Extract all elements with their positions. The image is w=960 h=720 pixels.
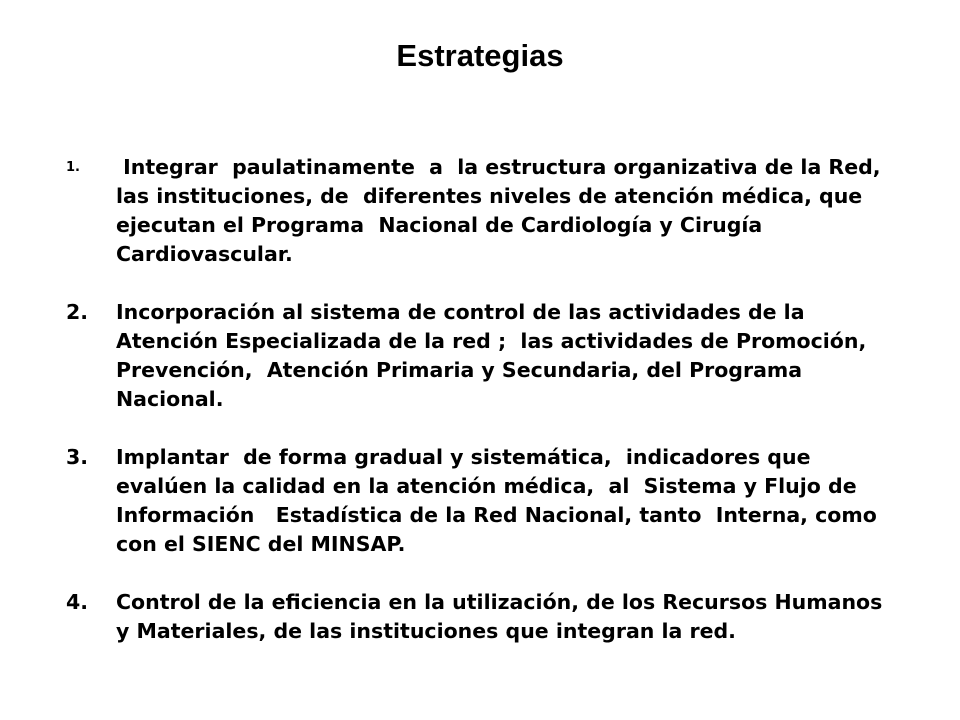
strategy-text-line: Atención Especializada de la red ; las actividades de Promoción, [116, 329, 867, 353]
strategy-text-line: evalúen la calidad en la atención médica, al Sistema y Flujo de [116, 474, 857, 498]
strategy-item-4 [66, 588, 926, 646]
strategy-text-line: Integrar paulatinamente a la estructura organizativa de la Red, [116, 155, 881, 179]
strategy-text-line: las instituciones, de diferentes niveles de atención médica, que [116, 184, 863, 208]
strategy-item-1 [66, 153, 926, 269]
slide-title: Estrategias [396, 38, 564, 73]
strategy-text-line: Nacional. [116, 387, 224, 411]
strategy-number: 2. [66, 300, 89, 324]
strategy-number: 4. [66, 590, 89, 614]
strategy-list [66, 153, 926, 646]
strategy-text-line: Control de la eficiencia en la utilización, de los Recursos Humanos [116, 590, 883, 614]
strategy-text-line: ejecutan el Programa Nacional de Cardiología y Cirugía [116, 213, 763, 237]
strategy-text-line: y Materiales, de las instituciones que integran la red. [116, 619, 736, 643]
strategy-number: 1. [66, 160, 80, 175]
strategy-item-3 [66, 443, 926, 559]
strategy-text-line: Incorporación al sistema de control de las actividades de la [116, 300, 805, 324]
strategy-item-2 [66, 298, 926, 414]
strategy-text-line: Cardiovascular. [116, 242, 293, 266]
strategy-text-line: Implantar de forma gradual y sistemática, indicadores que [116, 445, 811, 469]
strategy-text-line: Información Estadística de la Red Nacional, tanto Interna, como [116, 503, 877, 527]
strategy-number: 3. [66, 445, 89, 469]
strategy-text-line: con el SIENC del MINSAP. [116, 532, 406, 556]
strategy-text-line: Prevención, Atención Primaria y Secundaria, del Programa [116, 358, 803, 382]
